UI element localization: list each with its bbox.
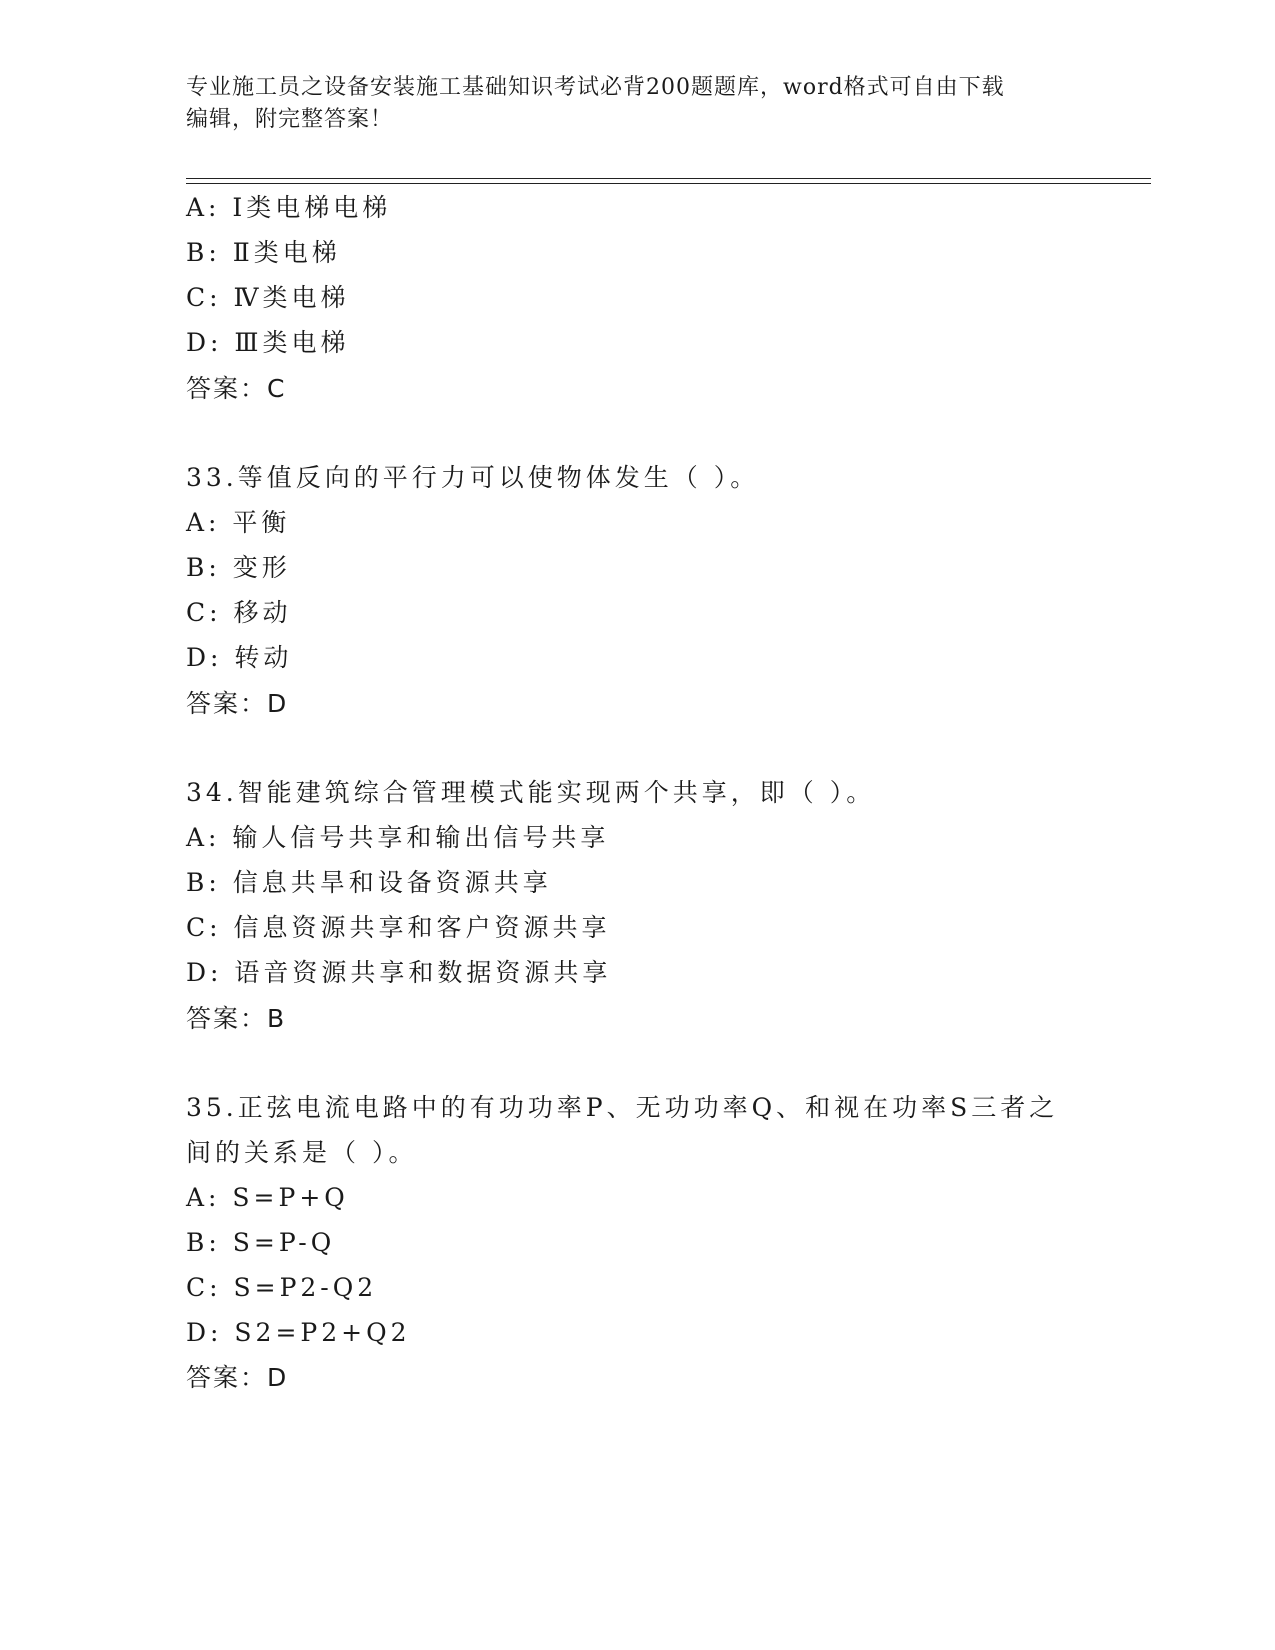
q34-option-a: A: 输人信号共享和输出信号共享 [186, 823, 610, 852]
q34-option-b: B: 信息共旱和设备资源共享 [186, 868, 552, 897]
q34-option-d: D: 语音资源共享和数据资源共享 [186, 958, 612, 987]
q35-option-a: A: S=P+Q [186, 1183, 349, 1212]
q35-option-d: D: S2=P2+Q2 [186, 1318, 411, 1347]
q35-question-line-1: 35.正弦电流电路中的有功功率P、无功功率Q、和视在功率S三者之 [186, 1093, 1059, 1122]
header-line-2: 编辑，附完整答案！ [186, 107, 394, 132]
q32-option-b: B: Ⅱ类电梯 [186, 238, 341, 267]
q34-question: 34.智能建筑综合管理模式能实现两个共享，即（ ）。 [186, 778, 876, 807]
q33-option-a: A: 平衡 [186, 508, 291, 537]
q35-question-line-2: 间的关系是（ ）。 [186, 1138, 418, 1167]
q33-question: 33.等值反向的平行力可以使物体发生（ ）。 [186, 463, 760, 492]
q35-option-b: B: S=P-Q [186, 1228, 336, 1257]
q33-answer: 答案：D [186, 689, 289, 718]
q34-answer: 答案：B [186, 1004, 287, 1033]
q32-option-c: C: Ⅳ类电梯 [186, 283, 350, 312]
q35-option-c: C: S=P2-Q2 [186, 1273, 378, 1302]
q33-option-c: C: 移动 [186, 598, 292, 627]
q34-option-c: C: 信息资源共享和客户资源共享 [186, 913, 611, 942]
document-header [186, 72, 1066, 136]
header-line-1: 专业施工员之设备安装施工基础知识考试必背200题题库，word格式可自由下载 [186, 75, 1005, 100]
q33-option-d: D: 转动 [186, 643, 293, 672]
header-divider-bottom [186, 183, 1151, 184]
q32-option-a: A: Ⅰ类电梯电梯 [186, 193, 392, 222]
q32-option-d: D: Ⅲ类电梯 [186, 328, 350, 357]
header-divider-top [186, 178, 1151, 179]
q33-option-b: B: 变形 [186, 553, 291, 582]
q32-answer: 答案：C [186, 374, 287, 403]
q35-answer: 答案：D [186, 1363, 289, 1392]
